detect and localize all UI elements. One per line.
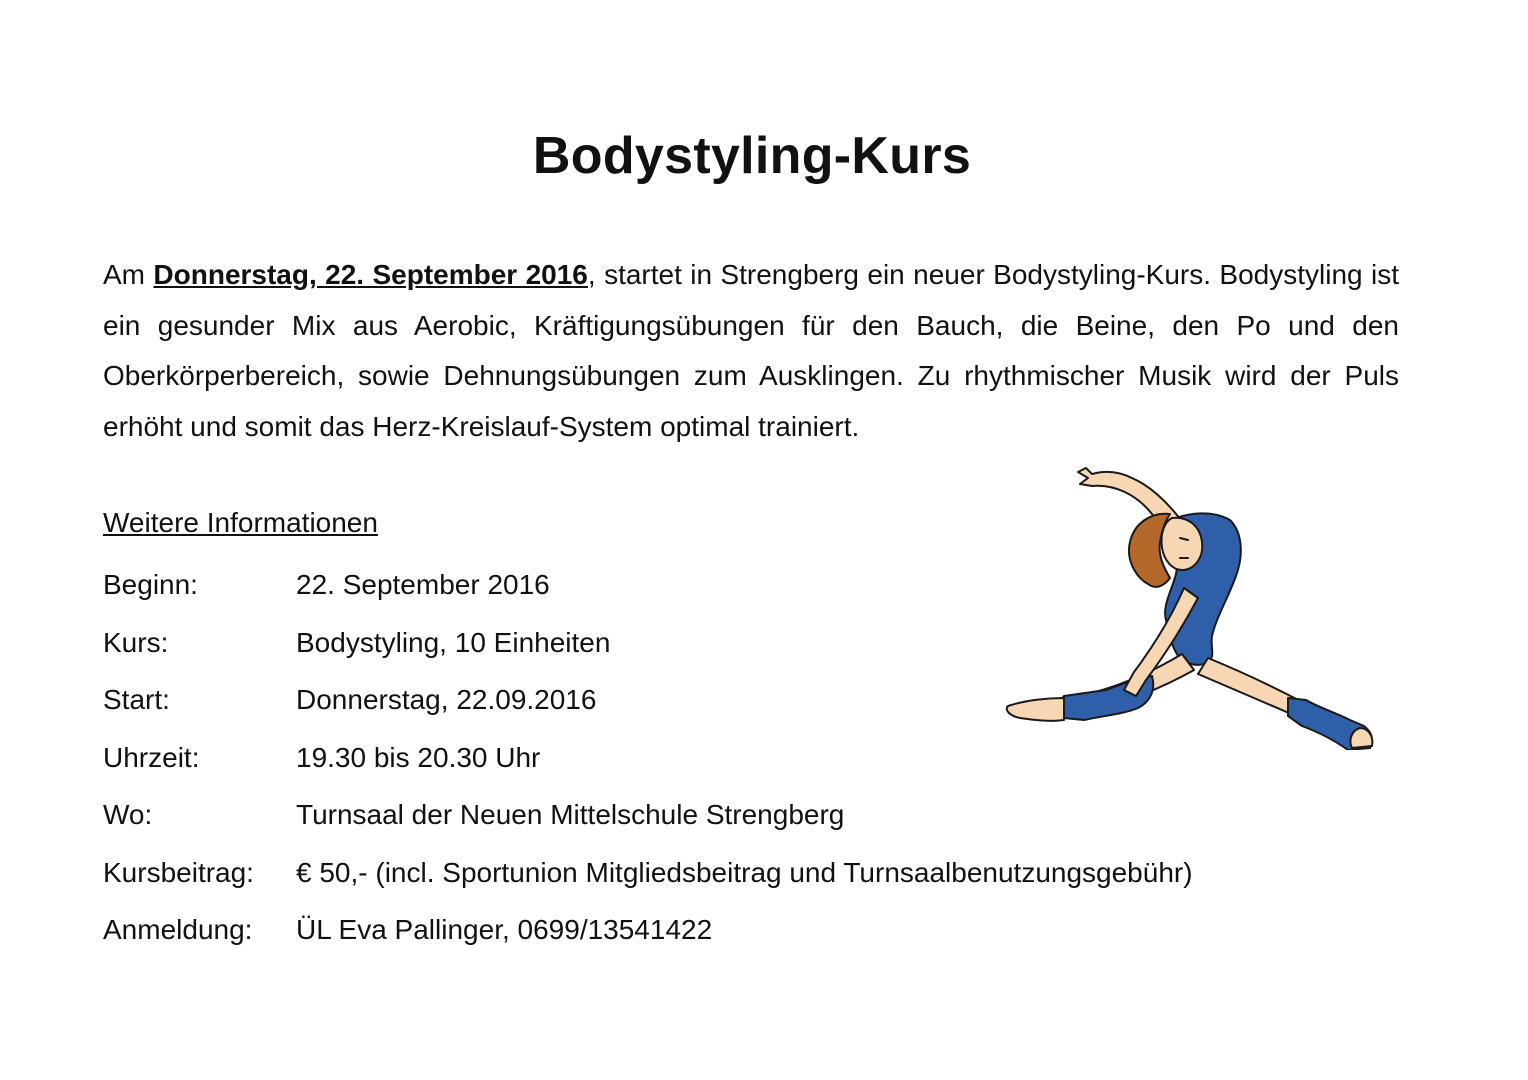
info-label: Beginn: bbox=[103, 569, 198, 600]
info-label: Anmeldung: bbox=[103, 914, 253, 945]
page-title: Bodystyling-Kurs bbox=[532, 127, 972, 185]
info-value: Bodystyling, 10 Einheiten bbox=[296, 626, 611, 658]
info-row-anmeldung bbox=[103, 910, 1193, 968]
info-label: Kurs: bbox=[103, 626, 169, 658]
intro-text: , startet in Strengberg ein neuer Bodystyling-Kurs. Bodystyling ist ein gesunder Mix aus Aerobic, Kräftigungsübungen für den Bauch, die Beine, den Po und den Oberkörperbereich, sowie Dehnungsübungen zum Ausklingen. Zu rhythmischer Musik wird der Puls erhöht und somit das Herz-Kreislauf-System optimal trainiert. bbox=[103, 259, 1400, 442]
info-label: Start: bbox=[103, 684, 170, 715]
info-value: 19.30 bis 20.30 Uhr bbox=[296, 741, 541, 773]
info-label: Wo: bbox=[103, 799, 153, 830]
info-heading: Weitere Informationen bbox=[103, 507, 378, 538]
foot-left bbox=[1007, 698, 1064, 721]
intro-prefix: Am bbox=[103, 259, 154, 290]
info-value: 22. September 2016 bbox=[296, 569, 550, 600]
info-value: € 50,- (incl. Sportunion Mitgliedsbeitrag und Turnsaalbenutzungsgebühr) bbox=[296, 856, 1193, 888]
info-label: Uhrzeit: bbox=[103, 741, 200, 773]
intro-paragraph bbox=[103, 250, 1399, 452]
info-label: Kursbeitrag: bbox=[103, 856, 254, 888]
info-value: Donnerstag, 22.09.2016 bbox=[296, 684, 597, 715]
info-value: ÜL Eva Pallinger, 0699/13541422 bbox=[296, 914, 713, 945]
info-row-kursbeitrag bbox=[103, 853, 1193, 911]
info-row-wo bbox=[103, 795, 1193, 853]
info-value: Turnsaal der Neuen Mittelschule Strengberg bbox=[296, 799, 845, 830]
foot-right bbox=[1350, 728, 1372, 748]
intro-date: Donnerstag, 22. September 2016 bbox=[153, 259, 588, 290]
gymnast-illustration bbox=[1002, 458, 1384, 750]
